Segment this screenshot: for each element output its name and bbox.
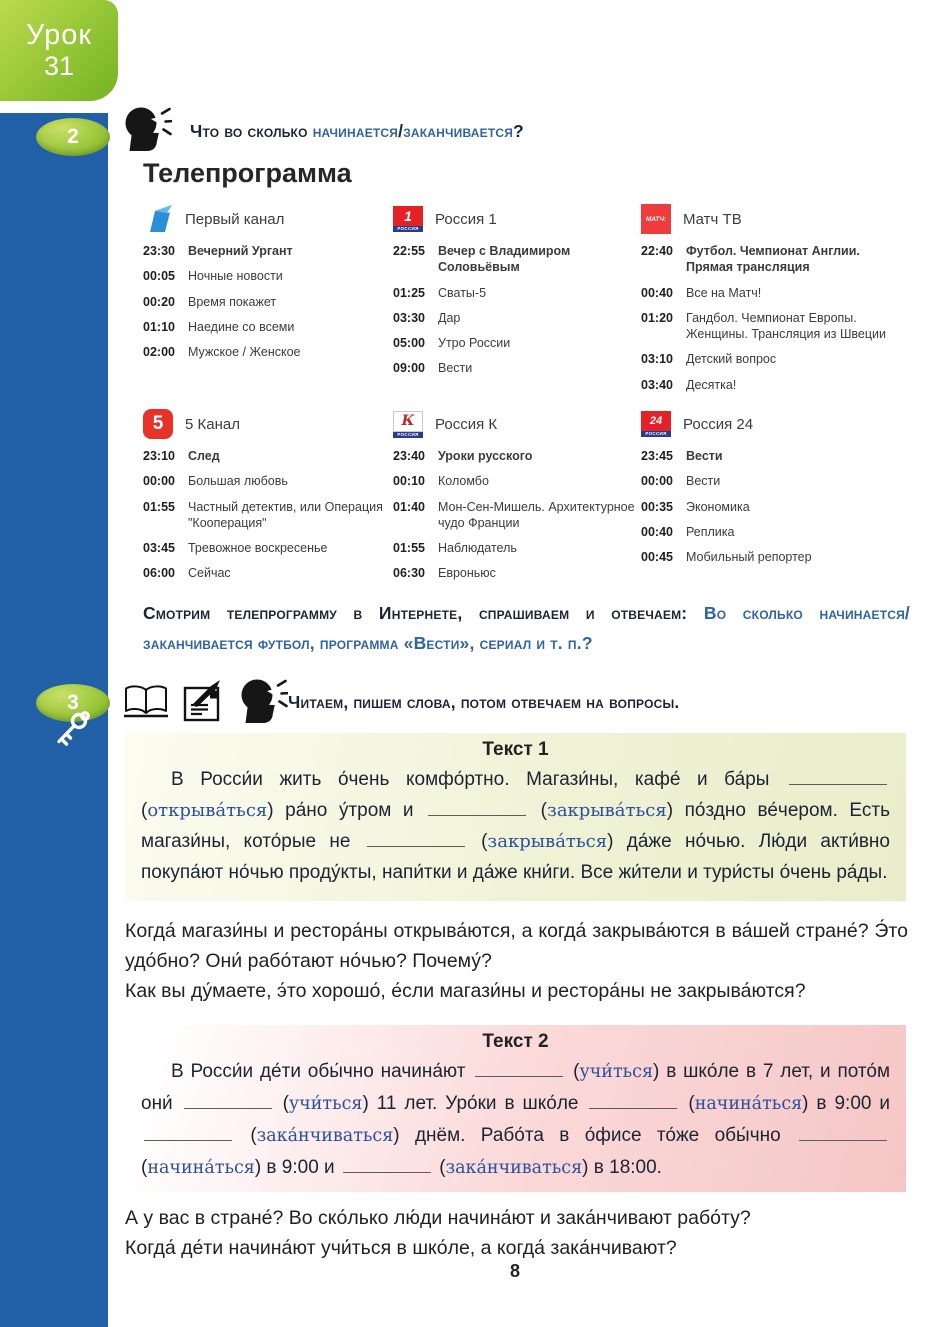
fill-in-blank	[184, 1105, 272, 1109]
program-title: Мужское / Женское	[188, 345, 301, 359]
text-run: (	[467, 831, 488, 852]
program-title: Тревожное воскресенье	[188, 541, 328, 555]
program-time: 09:00	[393, 361, 425, 376]
text-run: ) в шко́ле в 7 лет, и пото́м они́	[141, 1061, 891, 1114]
program-time: 01:10	[143, 319, 175, 334]
text-run: заканчивается	[403, 121, 514, 141]
program-title: Мобильный репортер	[686, 550, 812, 564]
program-list	[393, 243, 641, 377]
exercise-2-followup	[143, 601, 910, 657]
questions-after-text-2	[125, 1203, 908, 1263]
program-row	[143, 565, 393, 581]
text-run: (	[433, 1157, 446, 1178]
exercise-3-badge: 3	[36, 684, 110, 722]
channel-header	[393, 203, 641, 235]
question-line: Когда́ де́ти начина́ют учи́ться в шко́ле, а когда́ зака́нчивают?	[125, 1237, 677, 1259]
program-time: 05:00	[393, 336, 425, 350]
rossiya-24-logo: 24 РОССИЯ	[641, 411, 673, 437]
program-row	[393, 565, 641, 581]
program-title: Реплика	[686, 524, 735, 539]
program-title: Евроньюс	[438, 566, 496, 581]
program-title: Вечерний Ургант	[188, 244, 293, 258]
tv-grid	[143, 203, 908, 613]
text-run: Смотрим телепрограмму в Интернете, спрашиваем и отвечаем:	[143, 603, 704, 623]
channel-listing	[143, 408, 393, 613]
verb-hint: закрыва́ться	[547, 800, 667, 821]
channel-listing	[393, 408, 641, 613]
channel-header	[143, 203, 393, 235]
verb-hint: зака́нчиваться	[256, 1126, 394, 1146]
text-run: В Росси́и де́ти обы́чно начина́ют	[171, 1061, 473, 1082]
program-title: Вести	[686, 474, 721, 489]
verb-hint: начина́ться	[694, 1094, 803, 1114]
program-time: 03:40	[641, 377, 673, 392]
5-kanal-logo: 5	[143, 409, 175, 439]
fill-in-blank	[789, 781, 887, 785]
question-line: А у вас в стране́? Во ско́лько лю́ди начина́ют и зака́нчивают рабо́ту?	[125, 1207, 751, 1229]
program-title: Мон-Сен-Мишель. Архитектурное чудо Франции	[438, 499, 635, 530]
fill-in-blank	[799, 1137, 887, 1141]
program-title: Все на Матч!	[686, 285, 762, 300]
channel-one-logo	[143, 204, 175, 234]
program-row	[393, 499, 641, 532]
page-number: 8	[509, 1261, 520, 1281]
program-time: 00:05	[143, 269, 175, 284]
tv-program-title: Телепрограмма	[143, 158, 352, 188]
rossiya-1-logo: 1 РОССИЯ	[393, 206, 425, 232]
program-time: 00:45	[641, 550, 673, 564]
program-title: Детский вопрос	[686, 352, 777, 367]
text-run: ) в 9:00 и	[254, 1157, 340, 1178]
program-row	[143, 243, 393, 259]
program-title: Вести	[438, 361, 473, 376]
program-row	[143, 319, 393, 335]
program-title: Наблюдатель	[438, 541, 517, 555]
exercise-2-prompt	[190, 121, 524, 142]
text-2-body	[141, 1056, 890, 1184]
fill-in-blank	[475, 1073, 563, 1077]
program-title: Частный детектив, или Операция "Кооперация"	[188, 499, 383, 530]
followup-line-2	[143, 631, 910, 656]
program-row	[393, 310, 641, 326]
program-time: 03:10	[641, 352, 673, 367]
program-row	[393, 473, 641, 489]
channel-header	[143, 408, 393, 440]
channel-listing	[641, 203, 908, 408]
verb-hint: зака́нчиваться	[445, 1158, 583, 1178]
program-row	[143, 344, 393, 360]
program-time: 01:55	[143, 499, 175, 514]
questions-after-text-1	[125, 916, 908, 1006]
program-row	[641, 448, 908, 464]
channel-header	[641, 408, 908, 440]
program-time: 03:45	[143, 541, 175, 555]
program-title: Вести	[686, 449, 723, 463]
open-book-icon	[122, 683, 170, 724]
lesson-header	[0, 0, 118, 101]
program-time: 00:00	[143, 474, 175, 489]
program-row	[641, 473, 908, 489]
channel-name: Россия 1	[435, 210, 497, 228]
program-row	[641, 243, 908, 276]
program-time: 22:40	[641, 244, 673, 258]
fill-in-blank	[343, 1169, 431, 1173]
question-line: Когда́ магази́ны и рестора́ны открыва́ются, а когда́ закрыва́ются в ва́шей стране́? Э́то удо́бно? Они́ рабо́тают но́чью? Почему́?	[125, 920, 908, 972]
program-row	[143, 499, 393, 532]
program-list	[143, 448, 393, 582]
program-row	[393, 285, 641, 301]
program-time: 00:20	[143, 294, 175, 309]
program-time: 02:00	[143, 345, 175, 359]
text-run: (	[680, 1093, 695, 1114]
program-time: 00:10	[393, 474, 425, 489]
writing-icon	[182, 679, 226, 728]
text-run: ) 11 лет. Уро́ки в шко́ле	[362, 1093, 587, 1114]
program-title: Сейчас	[188, 566, 231, 581]
text-2-box	[125, 1025, 906, 1192]
text-run: ) в 18:00.	[582, 1157, 662, 1178]
program-title: Экономика	[686, 499, 750, 514]
channel-listing	[393, 203, 641, 408]
text-run: (	[274, 1093, 289, 1114]
text-run: (	[141, 800, 148, 821]
exercise-3-instruction: Читаем, пишем слова, потом отвечаем на вопросы.	[288, 692, 680, 712]
program-title: Наедине со всеми	[188, 319, 295, 334]
program-title: Большая любовь	[188, 474, 288, 489]
program-row	[393, 335, 641, 351]
program-row	[641, 310, 908, 343]
text-2-title: Текст 2	[482, 1031, 549, 1052]
text-run: (	[566, 1061, 580, 1082]
fill-in-blank	[144, 1137, 232, 1141]
program-title: Уроки русского	[438, 449, 533, 463]
program-list	[641, 448, 908, 565]
program-time: 00:40	[641, 285, 673, 300]
key-icon	[50, 708, 94, 759]
text-run: В Росси́и жить о́чень комфо́ртно. Магази́ны, кафе́ и ба́ры	[171, 769, 786, 790]
text-run: ) по́здно ве́чером. Есть магази́ны, кото́рые не	[141, 800, 890, 852]
speaking-head-icon	[122, 106, 172, 157]
program-title: Коломбо	[438, 474, 489, 489]
program-time: 06:30	[393, 566, 425, 581]
program-row	[641, 499, 908, 515]
program-title: Вечер с Владимиром Соловьёвым	[438, 244, 571, 275]
verb-hint: учи́ться	[579, 1062, 654, 1082]
fill-in-blank	[367, 843, 465, 847]
program-title: Дар	[438, 310, 461, 325]
program-time: 22:55	[393, 244, 425, 258]
channel-listing	[641, 408, 908, 613]
program-title: Футбол. Чемпионат Англии. Прямая трансляция	[686, 244, 860, 275]
text-1-body	[141, 764, 890, 888]
verb-hint: начина́ться	[147, 1158, 255, 1178]
program-time: 01:20	[641, 310, 673, 325]
channel-name: Россия К	[435, 415, 498, 433]
lesson-word: Урок	[25, 19, 93, 52]
verb-hint: открыва́ться	[147, 800, 268, 821]
text-run: ) в 9:00 и	[802, 1093, 890, 1114]
text-1-title: Текст 1	[482, 739, 549, 760]
program-list	[393, 448, 641, 582]
text-run: ?	[513, 121, 524, 141]
program-row	[393, 448, 641, 464]
fill-in-blank	[589, 1105, 677, 1109]
rossiya-k-logo: К РОССИЯ	[393, 411, 425, 438]
program-time: 23:40	[393, 449, 425, 463]
program-title: Ночные новости	[188, 269, 283, 284]
program-title: След	[188, 449, 220, 463]
program-time: 00:00	[641, 474, 673, 489]
exercise-3-icons	[122, 678, 288, 729]
program-row	[143, 448, 393, 464]
verb-hint: учи́ться	[288, 1094, 363, 1114]
program-title: Сваты-5	[438, 285, 487, 300]
program-time: 01:40	[393, 499, 425, 514]
text-run: ) да́же но́чью. Лю́ди акти́вно покупа́ют но́чью проду́кты, напи́тки и да́же кни́ги. Все жи́тели и тури́сты о́чень ра́ды.	[141, 831, 890, 883]
program-row	[641, 524, 908, 540]
program-title: Утро России	[438, 336, 511, 350]
program-time: 23:45	[641, 449, 673, 463]
text-1-box	[125, 733, 906, 901]
program-title: Гандбол. Чемпионат Европы. Женщины. Трансляция из Швеции	[686, 310, 886, 341]
program-time: 01:55	[393, 541, 425, 555]
program-row	[641, 285, 908, 301]
lesson-number: 31	[43, 50, 75, 81]
channel-header	[641, 203, 908, 235]
verb-hint: закрыва́ться	[487, 831, 608, 852]
program-row	[393, 360, 641, 376]
program-row	[393, 243, 641, 276]
text-run: ) ра́но у́тром и	[267, 800, 426, 821]
text-run: ) днём. Рабо́та в о́фисе то́же обы́чно	[393, 1125, 797, 1146]
channel-listing	[143, 203, 393, 408]
text-run: Что во сколько	[190, 121, 313, 141]
program-time: 23:30	[143, 244, 175, 258]
followup-line-1	[143, 601, 910, 626]
text-run: Во сколько начинается/	[703, 603, 910, 623]
program-time: 03:30	[393, 310, 425, 325]
program-row	[143, 540, 393, 556]
program-title: Время покажет	[188, 294, 277, 309]
channel-name: Россия 24	[683, 415, 754, 433]
text-run: начинается	[312, 121, 399, 141]
program-row	[641, 351, 908, 367]
program-time: 23:10	[143, 449, 175, 463]
text-run: (	[529, 800, 547, 821]
text-run: (	[141, 1157, 148, 1178]
program-list	[143, 243, 393, 360]
program-row	[143, 473, 393, 489]
channel-header	[393, 408, 641, 440]
program-row	[143, 294, 393, 310]
text-run: /	[398, 121, 404, 141]
program-row	[641, 549, 908, 565]
fill-in-blank	[428, 812, 526, 816]
channel-name: Первый канал	[185, 210, 285, 228]
program-time: 06:00	[143, 566, 175, 581]
text-run: (	[235, 1125, 257, 1146]
text-run: заканчивается футбол, программа «Вести», сериал и т. п.?	[143, 633, 593, 654]
program-time: 00:40	[641, 524, 673, 539]
channel-name: 5 Канал	[185, 415, 240, 433]
speaking-head-icon	[238, 678, 288, 729]
program-title: Десятка!	[686, 377, 737, 392]
program-row	[641, 377, 908, 393]
channel-name: Матч ТВ	[683, 210, 742, 228]
program-list	[641, 243, 908, 393]
exercise-2-badge: 2	[36, 118, 110, 156]
question-line: Как вы ду́маете, э́то хорошо́, е́сли магази́ны и рестора́ны не закрыва́ются?	[125, 980, 806, 1002]
program-time: 01:25	[393, 285, 425, 300]
program-row	[143, 268, 393, 284]
match-tv-logo: МАТЧ:	[641, 204, 673, 234]
program-row	[393, 540, 641, 556]
program-time: 00:35	[641, 499, 673, 514]
